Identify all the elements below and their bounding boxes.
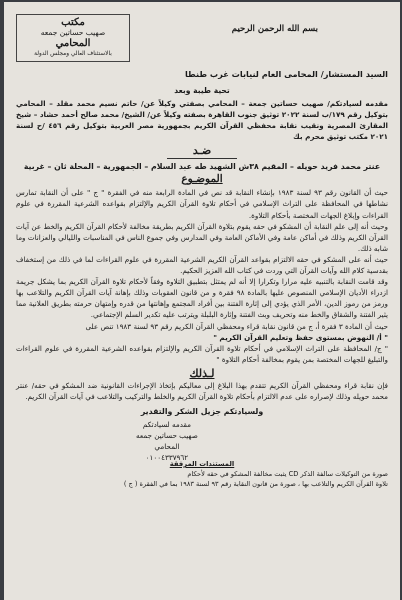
office-lawyer-name: صهيب حساتين جمعه [40,28,106,37]
subject-title: الموضـوع [181,173,223,186]
against-title: ضـد [192,144,212,158]
addressee: السيد المستشار/ المحامى العام لنيابات غرب طنطا [184,69,388,79]
attachment-item: تلاوة القرآن الكريم والتلاعب بها ، صورة من قانون النقابة رقم ٩٣ لسنة ١٩٨٣ بما في الفقرة ( ج ) [123,480,388,489]
signature-block [16,419,388,463]
body-paragraph: وحيث أنه إلى علم النقابة أن المشكو في حقه يقوم بتلاوة القرآن الكريم بطريقة مخالفة لأحكام القرآن الكريم والخط عن آيات القرآن الكريم وذلك في أماكن عامة وفي الأماكن العامة وفي المدارس وفي جموع الناس في المناسبات والليالي والعزانات وما شابه ذلك. [16,221,388,253]
body-paragraph: حيث أنه على المشكو في حقه الالتزام بقواعد القرآن الكريم الشرعية المقررة في علوم القراءات لما في ذلك من إستخفاف بقدسية كلام الله وآيات القرآن التي وردت في كتاب الله العزيز الحكيم. [16,254,388,276]
office-label: مكتب [61,17,85,28]
intro-paragraph: مقدمه لسيادتكم/ صهيب حساتين جمعة – المحامي بصفتي وكيلاً عن/ حاتم نسيم محمد مقلد – المحامي بتوكيل رقم ١٧٩/ب لسنة ٢٠٢٢ توثيق جنوب القاهرة بصفته وكيلاً عن/ الشيخ/ محمد صالح أحمد حشاد – شيخ المقارئ المصرية ونقيب نقابة محفظي القرآن الكريم بجمهورية مصر العربية بتوكيل رقم ٤٥٦ /ح لسنة ٢٠٢١ مكتب توثيق محرم بك [16,99,388,142]
body-paragraph: وقد قامت النقابة بالتنبيه عليه مرارا وتكرارا إلا أنه لم يمتثل بتطبيق التلاوة وفقاً لأحكام تلاوة القرآن الكريم بما يشكل جريمة ازدراء الأديان الإسلامي المنصوص عليها بالمادة ٩٨ فقرة و من قانون العقوبات وذلك بإهانة آيات القرآن الكريم والتلاعب بها ورمز من رموز الدين، الأمر الذي يؤدي إلى إثارة الفتنة بين أفراد المجتمع وإهانتها من قدره وإمتهان حرمته بطريق العلانية مما يثير الفتنة والشقاق والخط منه وتحريف وبث الفتنة وإثارة البلبلة ويترتب عليه تكدير السلم الإجتماعي. [16,277,388,320]
attachment-item: صورة من التوكيلات سالفة الذكر CD يثبت مخالفة المشكو في حقه لأحكام [187,470,388,479]
therefore-title: لـذلك [189,366,215,380]
closing-line: ولسيادتكم جزيل الشكر والتقدير [140,407,264,417]
attachments-title: المستندات المرفقة [169,460,235,469]
law-quote: " أ/ النهوض بمستوى حفظ وتعليم القرآن الكريم " [213,332,388,342]
document-page [4,2,400,600]
office-title: المحامي [55,38,91,49]
whereas-intro: حيث أن المادة ٣ فقرة أ، ج من قانون نقابة قراء ومحفظي القرآن الكريم رقم ٩٣ لسنة ١٩٨٣ تنص على [85,321,388,331]
office-stamp-box [16,14,130,62]
body-paragraph: حيث أن القانون رقم ٩٣ لسنة ١٩٨٣ بإنشاء النقابة قد نص في المادة الرابعة منه في الفقرة " ج " على أن النقابة تمارس نشاطها في المحافظة على التراث الإسلامي في أحكام تلاوة القرآن الكريم والإلتزام بقواعده الشرعية المقررة في علوم القراءات وإبلاغ الجهات المختصة بأحكام التلاوة. [16,188,388,220]
signature-line: مقدمه لسيادتكم [142,420,191,430]
divider [167,158,237,159]
defendant-line: عنتر محمد فريد حويله – المقيم ٣٨ش الشهيد طه عبد السلام – الجمهورية – المحلة ثان – غربية [23,162,381,172]
therefore-paragraph: فإن نقابة قراء ومحفظي القرآن الكريم تتقدم بهذا البلاغ إلى معاليكم بإتخاذ الإجراءات القانونية ضد المشكو في حقه/ عنتر محمد حويله وذلك لإصراره على عدم الالتزام بأحكام تلاوة القرآن الكريم والخلط والتركيب والتلاعب في آيات القرآن الكريم. [16,380,388,401]
attachments-section [16,459,388,489]
office-qualification: بالاستئناف العالي ومجلس الدولة [34,51,112,57]
greeting: تحية طيبة وبعد [174,86,230,95]
signature-name: صهيب حساتين جمعه [136,431,198,441]
letterhead [16,10,388,68]
signature-title: المحامي [154,442,180,452]
phone-number: ٠١٠٠٤٣٣٧٩٦٢ [145,453,189,463]
law-quote: " ج/ المحافظة على التراث الإسلامي في أحكام تلاوة القرآن الكريم والإلتزام بقواعده الشرعية المقررة في علوم القراءات والتبليغ للجهات المختصة بمن يقوم بمخالفة أحكام التلاوة " [16,343,388,364]
basmala: بسم الله الرحمن الرحيم [231,24,318,34]
